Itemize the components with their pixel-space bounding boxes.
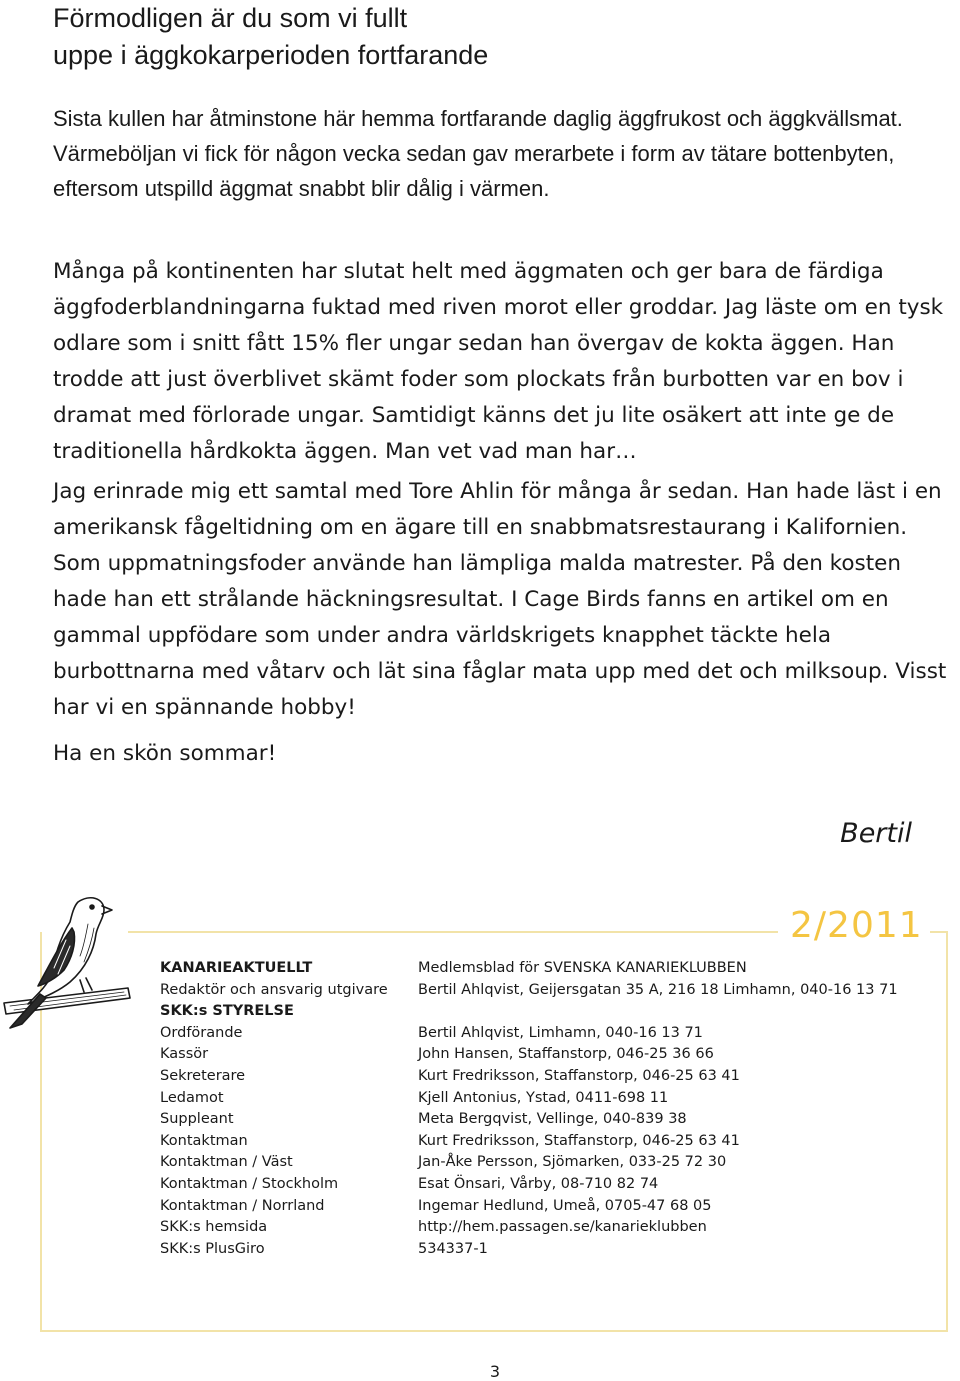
masthead-label: SKK:s STYRELSE (160, 1003, 294, 1020)
masthead-label: Kontaktman / Väst (160, 1154, 293, 1171)
info-box-top-rule-left (128, 931, 778, 933)
article-title-line-2: uppe i äggkokarperioden fortfarande (53, 40, 489, 70)
intro-paragraph: Sista kullen har åtminstone här hemma fortfarande daglig äggfrukost och äggkvällsmat. Värmeböljan vi fick för någon vecka sedan gav merarbete i form av tätare bottenbyten, eftersom utspilld äggmat snabbt blir dålig i värmen. (53, 106, 903, 201)
signature: Bertil (840, 818, 912, 849)
masthead-label: KANARIEAKTUELLT (160, 960, 313, 976)
masthead-label: Sekreterare (160, 1067, 246, 1084)
masthead-value[interactable]: http://hem.passagen.se/kanarieklubben (418, 1219, 707, 1236)
masthead-value (418, 1001, 940, 1023)
masthead-value: Meta Bergqvist, Vellinge, 040-839 38 (418, 1111, 687, 1128)
masthead-row (160, 958, 940, 980)
masthead-info (160, 958, 940, 1260)
masthead-label: Suppleant (160, 1111, 234, 1128)
masthead-value: Bertil Ahlqvist, Geijersgatan 35 A, 216 18 Limhamn, 040-16 13 71 (418, 981, 898, 998)
masthead-label: Kontaktman (160, 1132, 248, 1149)
issue-number: 2/2011 (790, 905, 923, 946)
masthead-row (160, 1088, 940, 1110)
canary-illustration (0, 888, 135, 1038)
masthead-row (160, 980, 940, 1002)
masthead-row (160, 1131, 940, 1153)
masthead-row (160, 1174, 940, 1196)
body-paragraph-2: Jag erinrade mig ett samtal med Tore Ahlin för många år sedan. Han hade läst i en amerikansk fågeltidning om en ägare till en snabbmatsrestaurang i Kalifornien. Som uppmatningsfoder använde han lämpliga malda matrester. På den kosten hade han ett strålande häckningsresultat. I Cage Birds fanns en artikel om en gammal uppfödare som under andra världskrigets knapphet täckte hela burbottnarna med våtarv och lät sina fåglar mata upp med det och milksoup. Visst har vi en spännande hobby! (53, 479, 947, 720)
masthead-value: Jan-Åke Persson, Sjömarken, 033-25 72 30 (418, 1154, 727, 1171)
masthead-row (160, 1066, 940, 1088)
masthead-value: John Hansen, Staffanstorp, 046-25 36 66 (418, 1046, 714, 1063)
masthead-row (160, 1044, 940, 1066)
masthead-value: 534337-1 (418, 1240, 488, 1257)
article-body (53, 254, 948, 782)
body-paragraph-1: Många på kontinenten har slutat helt med äggmaten och ger bara de färdiga äggfoderblandningarna fuktad med riven morot eller groddar. Jag läste om en tysk odlare som i snitt fått 15% fler ungar sedan han övergav de kokta äggen. Han trodde att just överblivet skämt foder som plockats från burbotten var en bov i dramat med förlorade ungar. Samtidigt känns det ju lite osäkert att inte ge de traditionella hårdkokta äggen. Man vet vad man har… (53, 259, 944, 464)
masthead-value: Medlemsblad för SVENSKA KANARIEKLUBBEN (418, 960, 747, 976)
masthead-label: Kontaktman / Norrland (160, 1197, 325, 1214)
masthead-label: SKK:s PlusGiro (160, 1240, 265, 1257)
masthead-label: Kassör (160, 1046, 209, 1063)
masthead-value: Ingemar Hedlund, Umeå, 0705-47 68 05 (418, 1197, 712, 1214)
article-title (53, 0, 913, 74)
masthead-value: Kurt Fredriksson, Staffanstorp, 046-25 63 41 (418, 1132, 740, 1149)
masthead-row (160, 1001, 940, 1023)
masthead-label: SKK:s hemsida (160, 1219, 268, 1236)
masthead-label: Redaktör och ansvarig utgivare (160, 981, 388, 998)
masthead-row (160, 1239, 940, 1261)
greeting: Ha en skön sommar! (53, 741, 277, 766)
article-title-line-1: Förmodligen är du som vi fullt (53, 3, 408, 33)
masthead-row (160, 1109, 940, 1131)
masthead-value: Kurt Fredriksson, Staffanstorp, 046-25 63 41 (418, 1067, 740, 1084)
masthead-value: Esat Önsari, Vårby, 08-710 82 74 (418, 1175, 659, 1192)
masthead-value: Kjell Antonius, Ystad, 0411-698 11 (418, 1089, 669, 1106)
masthead-row (160, 1196, 940, 1218)
masthead-label: Kontaktman / Stockholm (160, 1175, 339, 1192)
masthead-row (160, 1152, 940, 1174)
masthead-row (160, 1023, 940, 1045)
masthead-label: Ledamot (160, 1089, 224, 1106)
masthead-value: Bertil Ahlqvist, Limhamn, 040-16 13 71 (418, 1024, 703, 1041)
masthead-row (160, 1217, 940, 1239)
page-number: 3 (489, 1362, 501, 1381)
masthead-label: Ordförande (160, 1024, 243, 1041)
info-box-top-rule-right (930, 931, 948, 933)
